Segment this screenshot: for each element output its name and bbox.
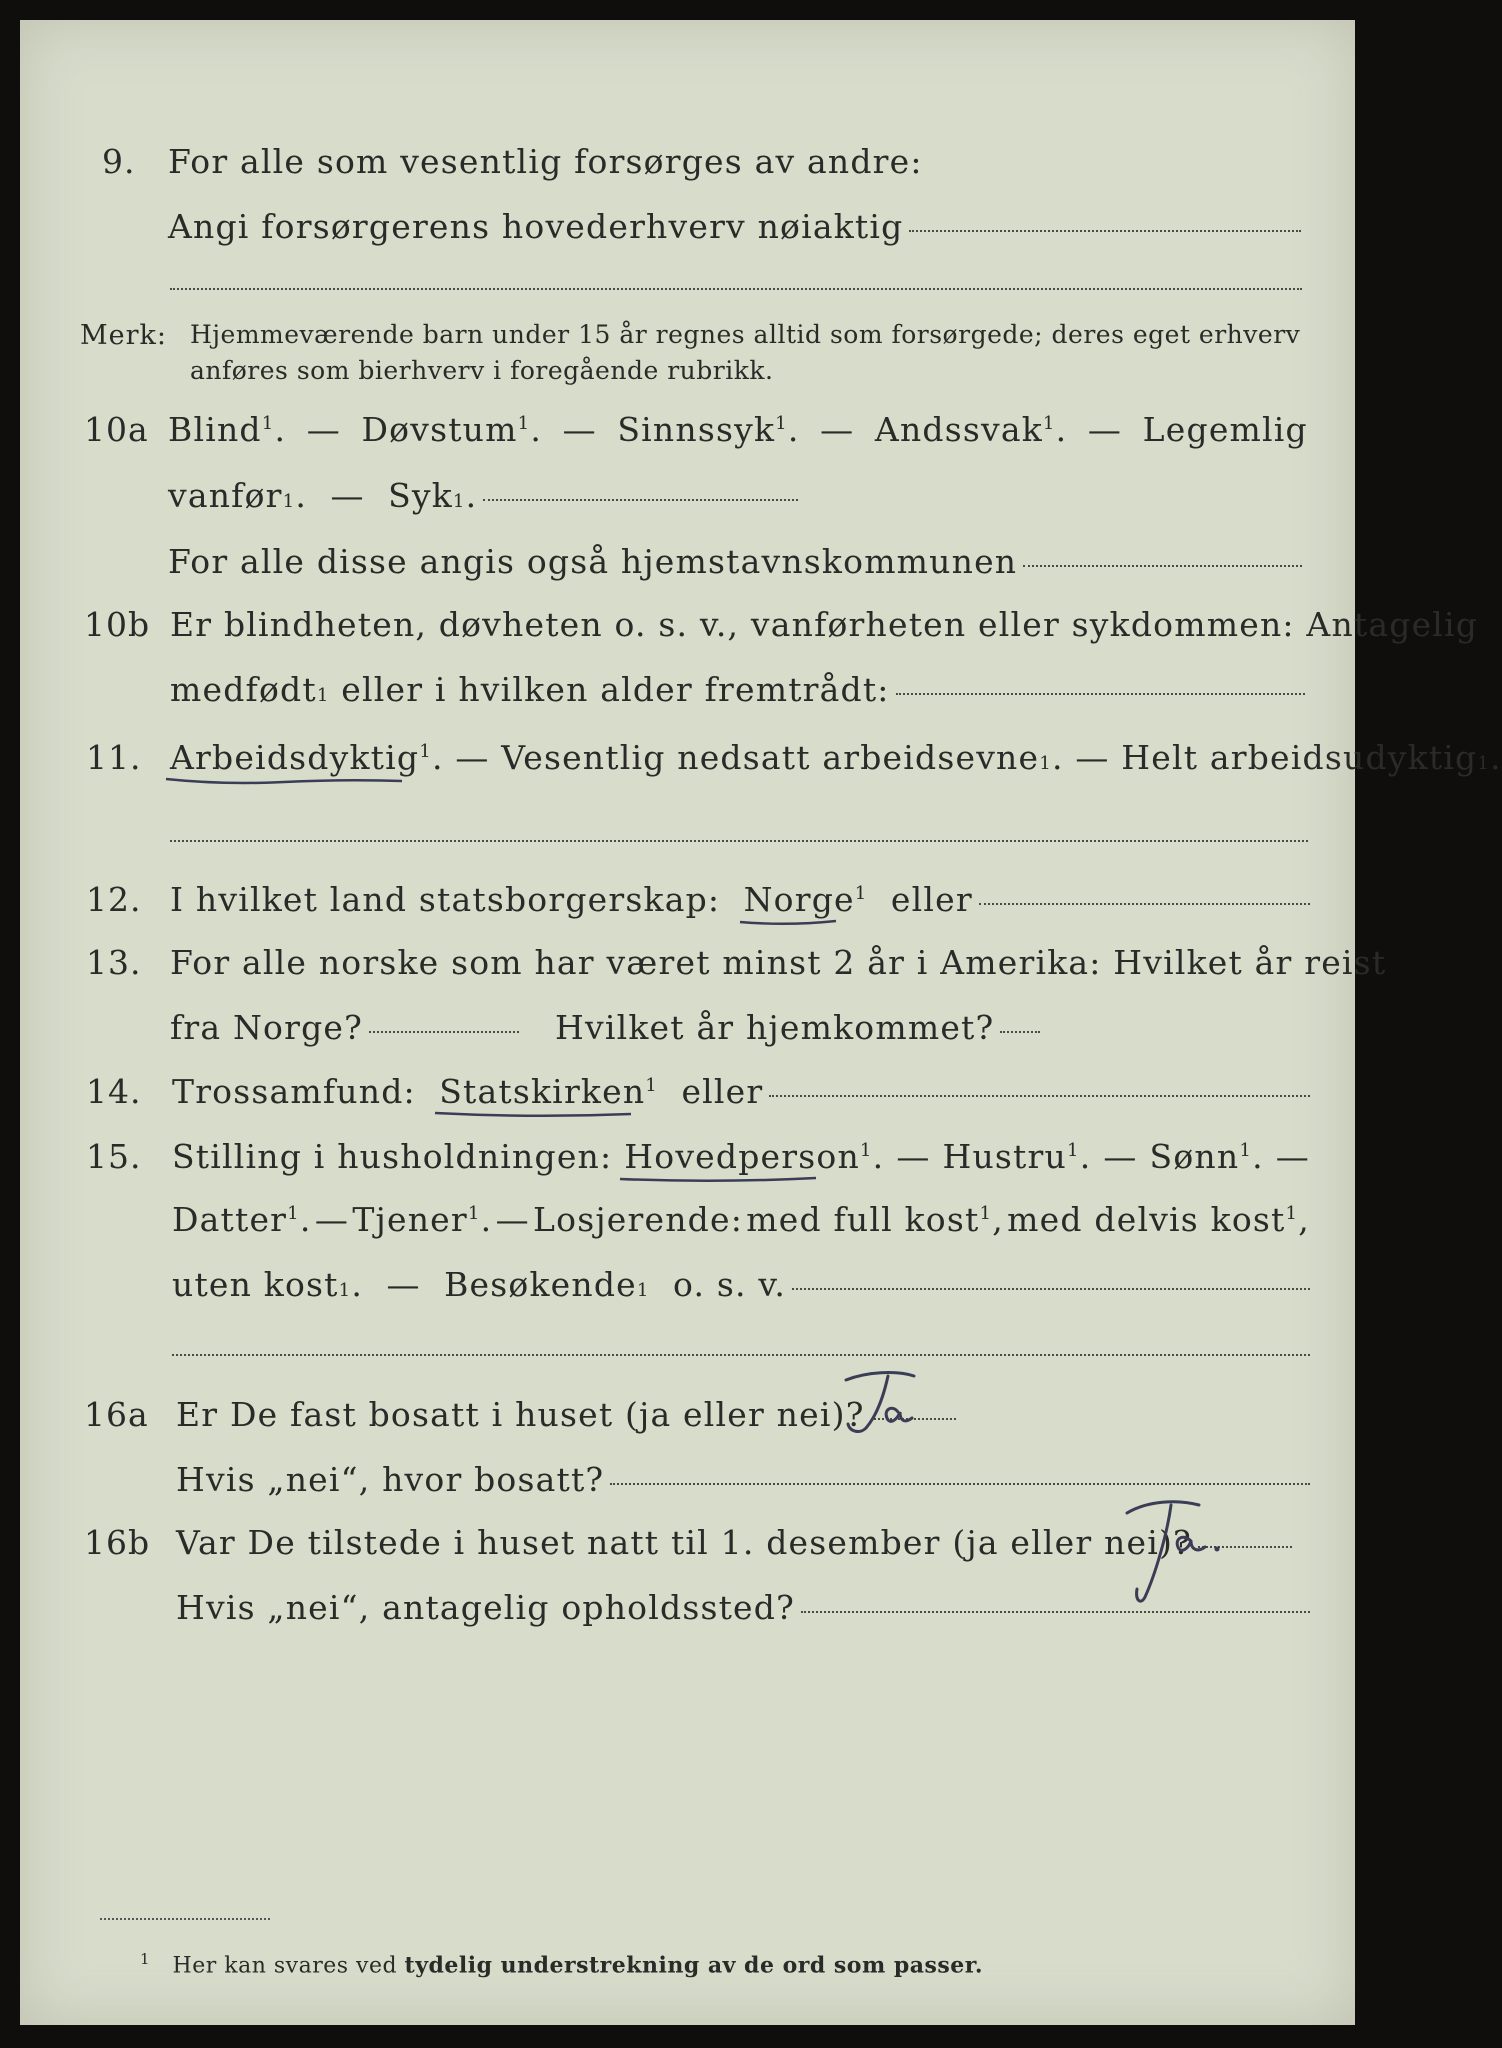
option-hovedperson[interactable]: Hovedperson$^1$. — [624, 1137, 884, 1176]
underline-mark-icon — [164, 775, 404, 785]
option-nedsatt[interactable]: . — Vesentlig nedsatt arbeidsevne — [431, 738, 1040, 777]
footnote-rule — [100, 1918, 270, 1920]
q12-answer-line[interactable] — [979, 903, 1310, 905]
q13-line1: For alle norske som har været minst 2 år i Amerika: Hvilket år reist — [170, 943, 1387, 982]
q13-year-left-line[interactable] — [369, 1031, 519, 1033]
option-tjener[interactable]: Tjener — [352, 1200, 468, 1239]
merk-line1: Hjemmeværende barn under 15 år regnes alltid som forsørgede; deres eget erhverv — [190, 320, 1301, 349]
q9-question: For alle som vesentlig forsørges av andre: — [168, 142, 923, 181]
q13-number: 13. — [86, 943, 142, 982]
q14-answer-line[interactable] — [769, 1095, 1310, 1097]
merk-label: Merk: — [80, 320, 167, 351]
q9-line1 — [168, 142, 1288, 181]
q9-answer-line[interactable] — [909, 230, 1301, 232]
underline-mark-icon — [618, 1174, 818, 1184]
q10a-number: 10a — [84, 410, 149, 449]
option-andssvak[interactable]: Andssvak — [874, 410, 1043, 449]
q10b-number: 10b — [84, 605, 151, 644]
option-full-kost[interactable]: med full kost — [746, 1200, 980, 1239]
q10b-line2: medfødt 1 eller i hvilken alder fremtrådt: — [170, 670, 1305, 709]
q10a-line2: vanfør 1 . — Syk 1 . — [168, 476, 798, 515]
option-hustru[interactable]: Hustru — [942, 1137, 1067, 1176]
option-medfodt[interactable]: medfødt — [170, 670, 317, 709]
q10a-answer-line[interactable] — [483, 499, 798, 501]
option-arbeidsdyktig[interactable]: Arbeidsdyktig$^1$ — [170, 738, 432, 777]
q15-line1: Stilling i husholdningen: Hovedperson$^1$. — Hustru$^1$. — Sønn$^1$. — — [172, 1137, 1310, 1176]
q15-answer-line[interactable] — [792, 1288, 1310, 1290]
q14-number: 14. — [86, 1072, 142, 1111]
underline-mark-icon — [433, 1109, 633, 1119]
option-delvis-kost[interactable]: med delvis kost — [1007, 1200, 1286, 1239]
underline-mark-icon — [738, 917, 838, 927]
q13-year-returned-line[interactable] — [1000, 1031, 1040, 1033]
option-uten-kost[interactable]: uten kost — [172, 1265, 339, 1304]
q15-line3: uten kost 1 . — Besøkende 1 o. s. v. — [172, 1265, 1310, 1304]
q16b-whereabouts-line[interactable] — [801, 1611, 1310, 1613]
q10a-hometown-line[interactable] — [1023, 565, 1302, 567]
q15-line2: Datter$^1$. — Tjener$^1$. — Losjerende: med full kost$^1$, med delvis kost$^1$, — [172, 1200, 1310, 1239]
merk-line2: anføres som bierhverv i foregående rubrikk. — [190, 356, 774, 385]
option-sinnssyk[interactable]: Sinnssyk — [617, 410, 776, 449]
q12-line: I hvilket land statsborgerskap: Norge$^1$ eller — [170, 880, 1310, 919]
q10a-hometown-label: For alle disse angis også hjemstavnskommunen — [168, 542, 1018, 581]
q9-number: 9. — [102, 142, 136, 181]
q16a-number: 16a — [84, 1395, 149, 1434]
q13-line2: fra Norge? Hvilket år hjemkommet? — [170, 1008, 1040, 1047]
option-dovstum[interactable]: Døvstum — [361, 410, 518, 449]
q11-extra-line[interactable] — [170, 840, 1308, 842]
option-syk[interactable]: Syk — [388, 476, 453, 515]
q16a-line2: Hvis „nei“, hvor bosatt? — [176, 1460, 1310, 1499]
q11-number: 11. — [86, 738, 142, 777]
census-form-page — [20, 20, 1502, 2025]
q16b-line1: Var De tilstede i huset natt til 1. desember (ja eller nei)? — [176, 1523, 1292, 1562]
q9-extra-line[interactable] — [170, 288, 1302, 290]
q15-number: 15. — [86, 1137, 142, 1176]
q16a-line1: Er De fast bosatt i huset (ja eller nei)? — [176, 1395, 956, 1434]
option-sonn[interactable]: Sønn — [1149, 1137, 1240, 1176]
q16b-number: 16b — [84, 1523, 151, 1562]
q10a-line1: Blind$^1$. — Døvstum$^1$. — Sinnssyk$^1$. — Andssvak$^1$. — Legemlig — [168, 410, 1308, 449]
q14-line: Trossamfund: Statskirken$^1$ eller — [172, 1072, 1310, 1111]
q9-line2 — [168, 207, 1301, 246]
q16b-line2: Hvis „nei“, antagelig opholdssted? — [176, 1588, 1310, 1627]
q10b-answer-line[interactable] — [896, 693, 1305, 695]
footnote: $^1$ Her kan svares ved tydelig understrekning av de ord som passer. — [140, 1950, 984, 1979]
q9-main-occupation-label: Angi forsørgerens hovederhverv nøiaktig — [168, 207, 904, 246]
q11-line: Arbeidsdyktig$^1$ . — Vesentlig nedsatt arbeidsevne 1 . — Helt arbeidsudyktig 1 . — [170, 738, 1310, 777]
option-datter[interactable]: Datter — [172, 1200, 288, 1239]
option-legemlig[interactable]: Legemlig — [1142, 410, 1308, 449]
svg-text:Ja: Ja — [826, 1362, 827, 1363]
q10b-line1: Er blindheten, døvheten o. s. v., vanførheten eller sykdommen: Antagelig — [170, 605, 1479, 644]
q15-extra-line[interactable] — [172, 1354, 1310, 1356]
option-besokende[interactable]: Besøkende — [444, 1265, 637, 1304]
option-norge[interactable]: Norge$^1$ — [744, 880, 868, 919]
option-vanfor[interactable]: vanfør — [168, 476, 283, 515]
option-statskirken[interactable]: Statskirken$^1$ — [439, 1072, 658, 1111]
svg-text:Ja.: Ja. — [1105, 1485, 1107, 1486]
q10a-line3 — [168, 542, 1302, 581]
q12-number: 12. — [86, 880, 142, 919]
q16a-handwritten-answer — [826, 1362, 946, 1442]
option-blind[interactable]: Blind — [168, 410, 262, 449]
option-udyktig[interactable]: . — Helt arbeidsudyktig — [1052, 738, 1478, 777]
